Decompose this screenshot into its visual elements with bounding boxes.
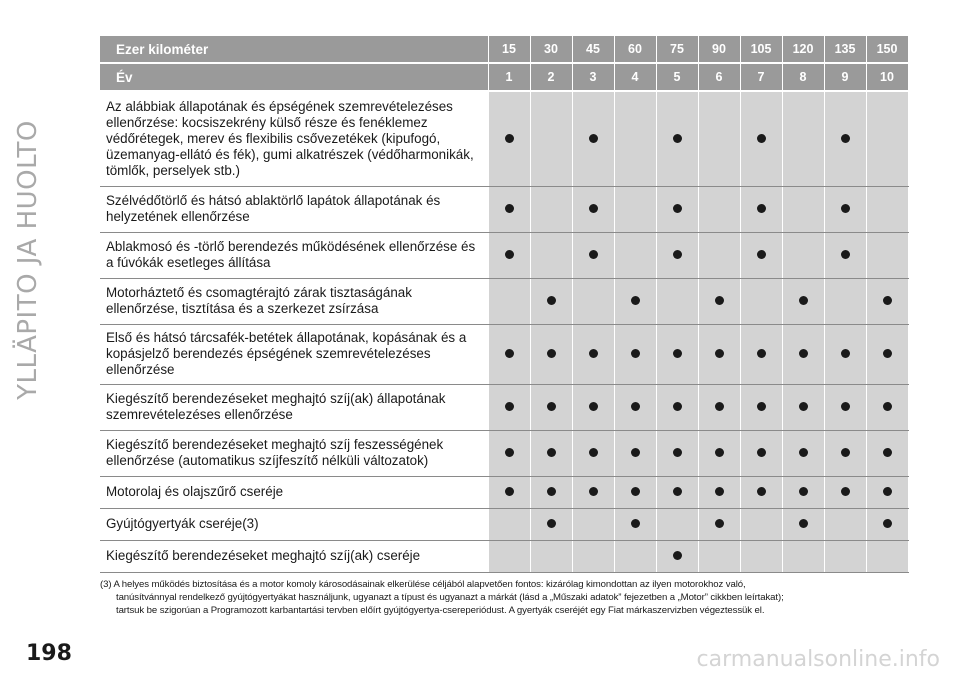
header-km-value: 60 (614, 36, 656, 63)
table-row (100, 430, 908, 476)
scheduled-dot-icon (841, 250, 850, 259)
scheduled-dot-icon (631, 402, 640, 411)
interval-cell (572, 278, 614, 324)
header-year-value: 8 (782, 63, 824, 91)
task-description: Kiegészítő berendezéseket meghajtó szíj(ak) cseréje (100, 540, 488, 572)
interval-cell (782, 384, 824, 430)
scheduled-dot-icon (799, 296, 808, 305)
header-km-value: 135 (824, 36, 866, 63)
schedule-body (100, 91, 908, 572)
interval-cell (866, 324, 908, 384)
interval-cell (866, 476, 908, 508)
interval-cell (530, 278, 572, 324)
interval-cell (740, 430, 782, 476)
scheduled-dot-icon (841, 402, 850, 411)
interval-cell (698, 278, 740, 324)
interval-cell (656, 91, 698, 186)
interval-cell (614, 384, 656, 430)
interval-cell (656, 508, 698, 540)
scheduled-dot-icon (757, 448, 766, 457)
interval-cell (740, 186, 782, 232)
interval-cell (488, 384, 530, 430)
scheduled-dot-icon (505, 250, 514, 259)
scheduled-dot-icon (757, 349, 766, 358)
interval-cell (488, 476, 530, 508)
scheduled-dot-icon (631, 448, 640, 457)
scheduled-dot-icon (841, 134, 850, 143)
interval-cell (866, 540, 908, 572)
scheduled-dot-icon (673, 551, 682, 560)
watermark-text: carmanualsonline.info (696, 647, 940, 672)
interval-cell (572, 476, 614, 508)
scheduled-dot-icon (505, 134, 514, 143)
interval-cell (866, 384, 908, 430)
interval-cell (866, 430, 908, 476)
scheduled-dot-icon (757, 402, 766, 411)
interval-cell (488, 91, 530, 186)
scheduled-dot-icon (883, 349, 892, 358)
header-km-value: 105 (740, 36, 782, 63)
header-km-value: 150 (866, 36, 908, 63)
task-description: Gyújtógyertyák cseréje(3) (100, 508, 488, 540)
interval-cell (740, 540, 782, 572)
footnote (100, 578, 908, 617)
footnote-line: (3) A helyes működés biztosítása és a motor komoly károsodásainak elkerülése céljából alapvetően fontos: kizárólag kimondottan az ilyen motorokhoz való, (100, 579, 746, 590)
scheduled-dot-icon (673, 402, 682, 411)
interval-cell (740, 324, 782, 384)
scheduled-dot-icon (589, 134, 598, 143)
interval-cell (824, 430, 866, 476)
task-description: Szélvédőtörlő és hátsó ablaktörlő lapátok állapotának és helyzetének ellenőrzése (100, 186, 488, 232)
footnote-line: tartsuk be szigorúan a Programozott karbantartási tervben előírt gyújtógyertya-csereperiódust. A gyertyák cseréjét egy Fiat márkaszervizben végeztessük el. (116, 605, 765, 616)
scheduled-dot-icon (715, 349, 724, 358)
interval-cell (614, 324, 656, 384)
table-row (100, 278, 908, 324)
interval-cell (824, 278, 866, 324)
scheduled-dot-icon (715, 519, 724, 528)
interval-cell (740, 508, 782, 540)
table-row (100, 232, 908, 278)
header-year-value: 1 (488, 63, 530, 91)
scheduled-dot-icon (589, 448, 598, 457)
scheduled-dot-icon (589, 204, 598, 213)
header-km-label: Ezer kilométer (100, 36, 488, 63)
scheduled-dot-icon (757, 134, 766, 143)
task-description: Ablakmosó és -törlő berendezés működésének ellenőrzése és a fúvókák esetleges állítása (100, 232, 488, 278)
scheduled-dot-icon (673, 349, 682, 358)
interval-cell (698, 186, 740, 232)
interval-cell (866, 186, 908, 232)
interval-cell (782, 91, 824, 186)
interval-cell (530, 384, 572, 430)
scheduled-dot-icon (841, 349, 850, 358)
interval-cell (782, 540, 824, 572)
interval-cell (572, 186, 614, 232)
scheduled-dot-icon (883, 519, 892, 528)
interval-cell (698, 232, 740, 278)
interval-cell (824, 91, 866, 186)
interval-cell (572, 232, 614, 278)
interval-cell (614, 508, 656, 540)
interval-cell (782, 324, 824, 384)
interval-cell (782, 278, 824, 324)
scheduled-dot-icon (715, 448, 724, 457)
interval-cell (656, 540, 698, 572)
interval-cell (488, 186, 530, 232)
interval-cell (656, 278, 698, 324)
scheduled-dot-icon (547, 448, 556, 457)
interval-cell (572, 540, 614, 572)
scheduled-dot-icon (631, 487, 640, 496)
task-description: Motorháztető és csomagtérajtó zárak tisztaságának ellenőrzése, tisztítása és a szerkezet zsírzása (100, 278, 488, 324)
interval-cell (656, 186, 698, 232)
table-row (100, 540, 908, 572)
interval-cell (698, 430, 740, 476)
scheduled-dot-icon (589, 349, 598, 358)
header-km-value: 15 (488, 36, 530, 63)
interval-cell (866, 91, 908, 186)
header-km-value: 30 (530, 36, 572, 63)
interval-cell (572, 324, 614, 384)
scheduled-dot-icon (799, 487, 808, 496)
scheduled-dot-icon (505, 349, 514, 358)
interval-cell (866, 508, 908, 540)
scheduled-dot-icon (631, 296, 640, 305)
scheduled-dot-icon (589, 402, 598, 411)
interval-cell (488, 324, 530, 384)
scheduled-dot-icon (799, 402, 808, 411)
table-row (100, 476, 908, 508)
task-description: Motorolaj és olajszűrő cseréje (100, 476, 488, 508)
header-year-value: 10 (866, 63, 908, 91)
header-year-value: 7 (740, 63, 782, 91)
interval-cell (782, 430, 824, 476)
interval-cell (824, 324, 866, 384)
table-row (100, 186, 908, 232)
interval-cell (572, 508, 614, 540)
scheduled-dot-icon (547, 402, 556, 411)
scheduled-dot-icon (841, 204, 850, 213)
interval-cell (530, 508, 572, 540)
interval-cell (698, 540, 740, 572)
scheduled-dot-icon (715, 487, 724, 496)
scheduled-dot-icon (757, 250, 766, 259)
scheduled-dot-icon (673, 134, 682, 143)
interval-cell (614, 232, 656, 278)
interval-cell (824, 476, 866, 508)
scheduled-dot-icon (547, 349, 556, 358)
interval-cell (698, 384, 740, 430)
scheduled-dot-icon (589, 487, 598, 496)
scheduled-dot-icon (547, 519, 556, 528)
interval-cell (698, 508, 740, 540)
interval-cell (740, 232, 782, 278)
interval-cell (488, 232, 530, 278)
header-km-value: 75 (656, 36, 698, 63)
scheduled-dot-icon (631, 519, 640, 528)
header-year-value: 4 (614, 63, 656, 91)
interval-cell (698, 91, 740, 186)
scheduled-dot-icon (799, 448, 808, 457)
scheduled-dot-icon (547, 487, 556, 496)
interval-cell (614, 186, 656, 232)
header-year-value: 9 (824, 63, 866, 91)
scheduled-dot-icon (673, 487, 682, 496)
interval-cell (656, 430, 698, 476)
scheduled-dot-icon (757, 204, 766, 213)
interval-cell (488, 430, 530, 476)
interval-cell (740, 384, 782, 430)
interval-cell (614, 476, 656, 508)
header-row-km (100, 36, 908, 63)
scheduled-dot-icon (505, 448, 514, 457)
scheduled-dot-icon (673, 250, 682, 259)
header-year-value: 2 (530, 63, 572, 91)
header-km-value: 45 (572, 36, 614, 63)
interval-cell (698, 476, 740, 508)
scheduled-dot-icon (799, 519, 808, 528)
interval-cell (824, 384, 866, 430)
table-row (100, 384, 908, 430)
scheduled-dot-icon (883, 402, 892, 411)
scheduled-dot-icon (715, 402, 724, 411)
interval-cell (866, 232, 908, 278)
section-side-title: YLLÄPITO JA HUOLTO (13, 120, 43, 400)
scheduled-dot-icon (673, 448, 682, 457)
scheduled-dot-icon (715, 296, 724, 305)
header-km-value: 90 (698, 36, 740, 63)
page-number: 198 (26, 641, 72, 666)
scheduled-dot-icon (883, 448, 892, 457)
scheduled-dot-icon (589, 250, 598, 259)
interval-cell (656, 384, 698, 430)
interval-cell (488, 540, 530, 572)
scheduled-dot-icon (547, 296, 556, 305)
header-year-value: 5 (656, 63, 698, 91)
scheduled-dot-icon (883, 296, 892, 305)
interval-cell (782, 476, 824, 508)
scheduled-dot-icon (883, 487, 892, 496)
interval-cell (530, 430, 572, 476)
task-description: Kiegészítő berendezéseket meghajtó szíj feszességének ellenőrzése (automatikus szíjfeszítő nélküli változatok) (100, 430, 488, 476)
interval-cell (740, 278, 782, 324)
scheduled-dot-icon (505, 402, 514, 411)
header-year-value: 6 (698, 63, 740, 91)
interval-cell (572, 91, 614, 186)
interval-cell (530, 186, 572, 232)
interval-cell (614, 430, 656, 476)
interval-cell (656, 324, 698, 384)
task-description: Kiegészítő berendezéseket meghajtó szíj(ak) állapotának szemrevételezéses ellenőrzése (100, 384, 488, 430)
task-description: Első és hátsó tárcsafék-betétek állapotának, kopásának és a kopásjelző berendezés épségének szemrevételezéses ellenőrzése (100, 324, 488, 384)
interval-cell (740, 91, 782, 186)
interval-cell (530, 476, 572, 508)
interval-cell (866, 278, 908, 324)
task-description: Az alábbiak állapotának és épségének szemrevételezéses ellenőrzése: kocsiszekrény külső része és fenéklemez védőrétegek, merev és flexibilis csővezetékek (kipufogó, üzemanyag-ellátó és fék), gumi alkatrészek (védőharmonikák, tömlők, perselyek stb.) (100, 91, 488, 186)
interval-cell (530, 540, 572, 572)
interval-cell (488, 278, 530, 324)
interval-cell (824, 540, 866, 572)
interval-cell (782, 186, 824, 232)
scheduled-dot-icon (841, 448, 850, 457)
interval-cell (530, 91, 572, 186)
interval-cell (824, 232, 866, 278)
scheduled-dot-icon (631, 349, 640, 358)
interval-cell (614, 278, 656, 324)
table-row (100, 508, 908, 540)
table-row (100, 91, 908, 186)
interval-cell (614, 91, 656, 186)
interval-cell (614, 540, 656, 572)
scheduled-dot-icon (799, 349, 808, 358)
scheduled-dot-icon (757, 487, 766, 496)
table-row (100, 324, 908, 384)
interval-cell (740, 476, 782, 508)
interval-cell (488, 508, 530, 540)
maintenance-schedule-table (100, 36, 909, 573)
interval-cell (698, 324, 740, 384)
interval-cell (656, 232, 698, 278)
scheduled-dot-icon (841, 487, 850, 496)
scheduled-dot-icon (505, 204, 514, 213)
scheduled-dot-icon (673, 204, 682, 213)
scheduled-dot-icon (505, 487, 514, 496)
interval-cell (530, 232, 572, 278)
header-year-label: Év (100, 63, 488, 91)
interval-cell (782, 232, 824, 278)
interval-cell (824, 186, 866, 232)
footnote-line: tanúsítvánnyal rendelkező gyújtógyertyákat használjunk, ugyanazt a típust és ugyanazt a márkát (lásd a „Műszaki adatok” fejezetben a „Motor” cikkben leírtakat); (116, 592, 784, 603)
interval-cell (572, 384, 614, 430)
interval-cell (656, 476, 698, 508)
interval-cell (782, 508, 824, 540)
header-year-value: 3 (572, 63, 614, 91)
interval-cell (824, 508, 866, 540)
interval-cell (572, 430, 614, 476)
interval-cell (530, 324, 572, 384)
header-km-value: 120 (782, 36, 824, 63)
header-row-year (100, 63, 908, 91)
